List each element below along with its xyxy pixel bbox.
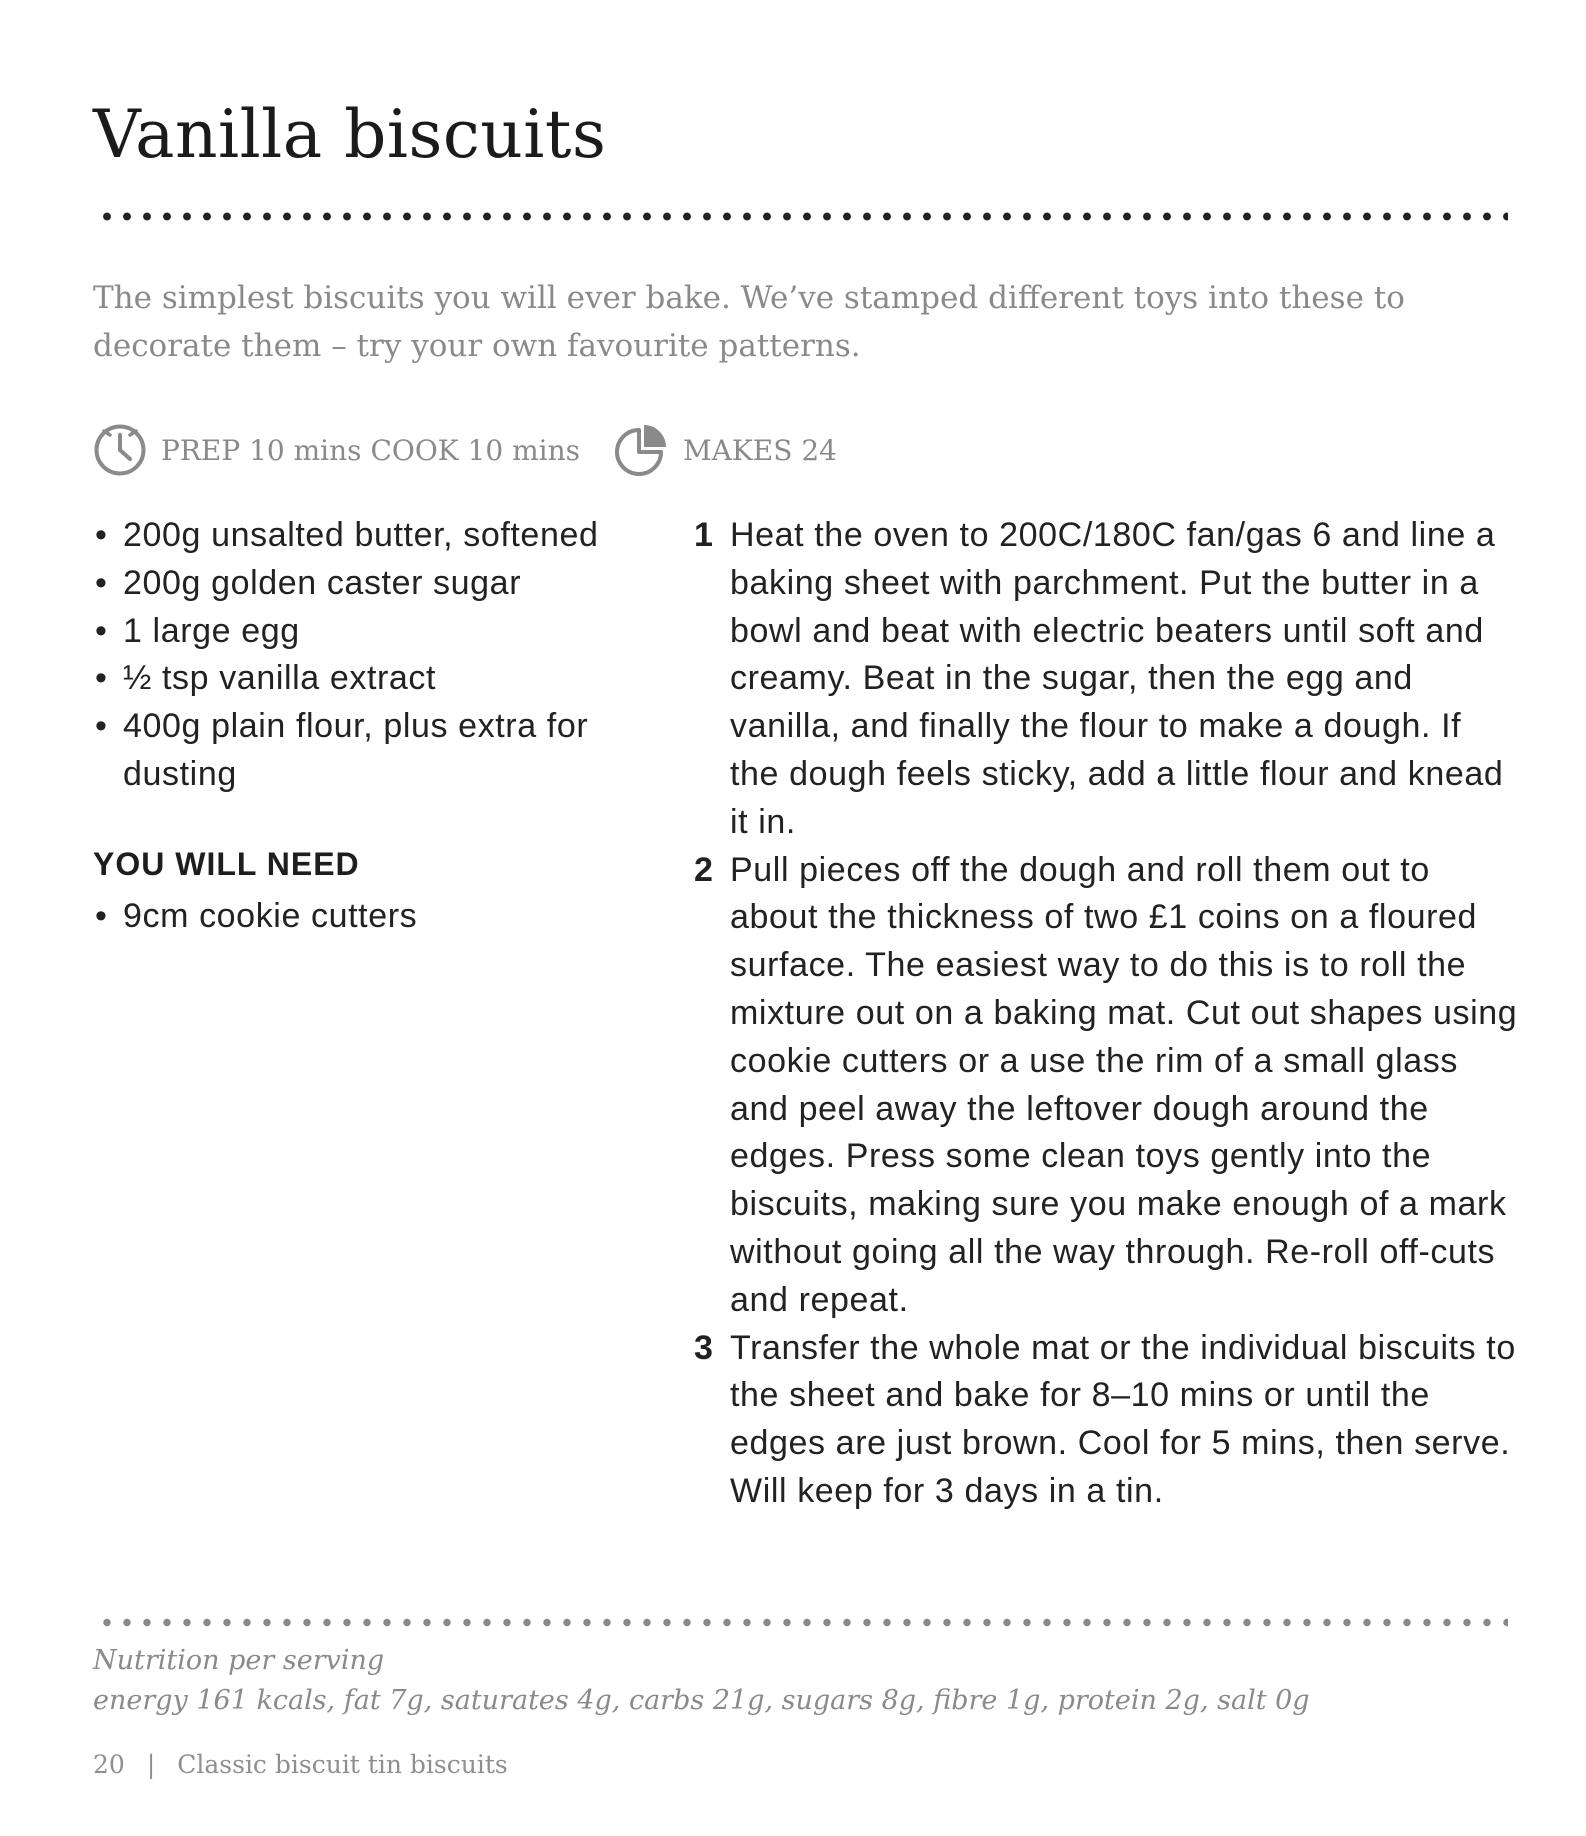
you-will-need-heading: YOU WILL NEED bbox=[93, 846, 360, 882]
prep-cook-text: PREP 10 mins COOK 10 mins bbox=[161, 433, 581, 467]
makes-info bbox=[613, 420, 837, 480]
step-number: 1 bbox=[694, 516, 714, 554]
method-step bbox=[690, 512, 1520, 847]
footer-separator: | bbox=[146, 1750, 156, 1779]
step-text: Heat the oven to 200C/180C fan/gas 6 and line a baking sheet with parchment. Put the butter in a bowl and beat with electric beaters until soft and creamy. Beat in the sugar, then the egg and vanilla, and finally the flour to make a dough. If the dough feels sticky, add a little flour and knead it in. bbox=[730, 516, 1504, 841]
ingredient-item: • 200g golden caster sugar bbox=[93, 560, 673, 608]
step-number: 2 bbox=[694, 850, 714, 889]
step-text: Transfer the whole mat or the individual biscuits to the sheet and bake for 8–10 mins or until the edges are just brown. Cool for 5 mins, then serve. Will keep for 3 days in a tin. bbox=[730, 1328, 1516, 1510]
ingredient-item: • ½ tsp vanilla extract bbox=[93, 655, 673, 703]
intro-text: The simplest biscuits you will ever bake. We’ve stamped different toys into these to decorate them – try your own favourite patterns. bbox=[93, 280, 1405, 364]
pie-chart-icon bbox=[613, 422, 669, 478]
ingredient-item: • 200g unsalted butter, softened bbox=[93, 512, 673, 560]
equipment-item: • 9cm cookie cutters bbox=[93, 893, 673, 941]
prep-cook-info bbox=[93, 420, 580, 480]
method-steps bbox=[690, 512, 1520, 1516]
step-number: 3 bbox=[694, 1328, 714, 1367]
you-will-need-list bbox=[93, 893, 673, 941]
page-title: Vanilla biscuits bbox=[93, 96, 607, 173]
dotted-divider-top bbox=[97, 212, 1508, 221]
nutrition-title: Nutrition per serving bbox=[93, 1645, 385, 1676]
step-text: Pull pieces off the dough and roll them out to about the thickness of two £1 coins on a floured surface. The easiest way to do this is to roll the mixture out on a baking mat. Cut out shapes using cookie cutters or a use the rim of a small glass and peel away the leftover dough around the edges. Press some clean toys gently into the biscuits, making sure you make enough of a mark without going all the way through. Re-roll off-cuts and repeat. bbox=[730, 850, 1518, 1319]
method-step bbox=[690, 847, 1520, 1325]
page-number: 20 bbox=[93, 1750, 125, 1779]
method-step bbox=[690, 1325, 1520, 1516]
clock-icon bbox=[93, 423, 147, 477]
makes-text: MAKES 24 bbox=[683, 433, 837, 467]
dotted-divider-bottom bbox=[97, 1618, 1508, 1627]
nutrition-values: energy 161 kcals, fat 7g, saturates 4g, carbs 21g, sugars 8g, fibre 1g, protein 2g, salt 0g bbox=[93, 1685, 1310, 1716]
page-footer bbox=[93, 1750, 508, 1779]
section-name: Classic biscuit tin biscuits bbox=[177, 1750, 508, 1779]
ingredients-list bbox=[93, 512, 673, 799]
ingredient-item: • 1 large egg bbox=[93, 608, 673, 656]
ingredient-item: • 400g plain flour, plus extra for dusting bbox=[93, 703, 673, 799]
